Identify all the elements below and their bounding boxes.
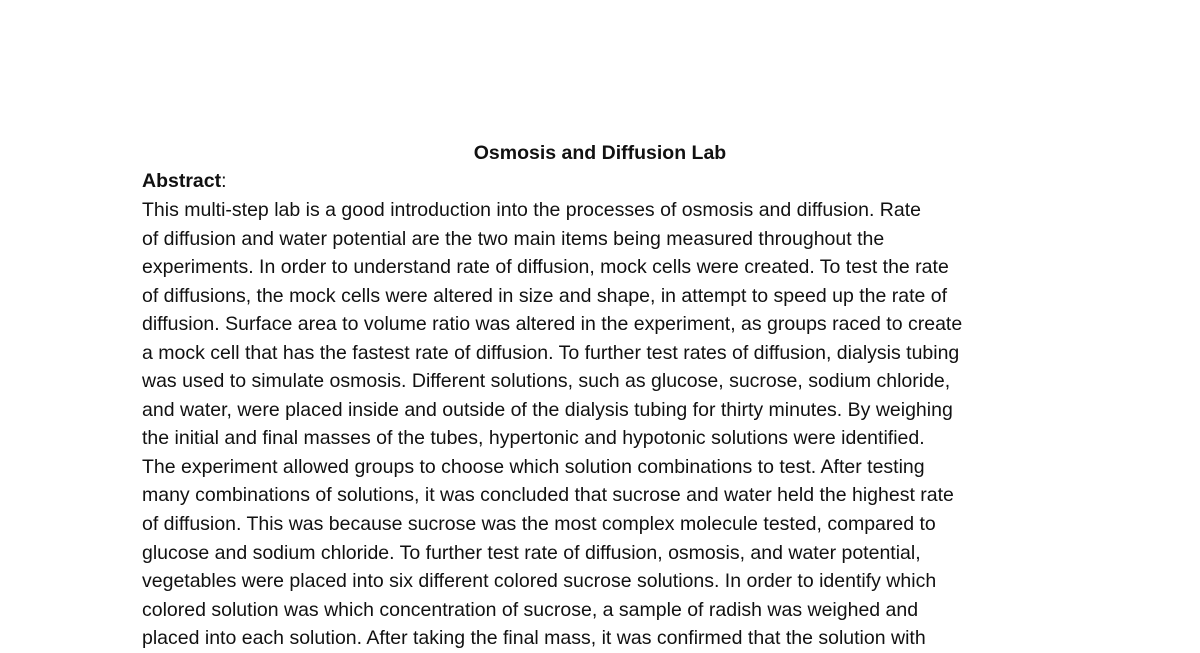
- abstract-colon: :: [221, 170, 227, 192]
- abstract-line: glucose and sodium chloride. To further test rate of diffusion, osmosis, and water potential,: [142, 541, 921, 564]
- abstract-line: placed into each solution. After taking the final mass, it was confirmed that the solution with: [142, 627, 926, 650]
- abstract-line: a mock cell that has the fastest rate of diffusion. To further test rates of diffusion, dialysis tubing: [142, 341, 960, 364]
- abstract-body: [142, 196, 1082, 653]
- abstract-line: This multi-step lab is a good introduction into the processes of osmosis and diffusion. Rate: [142, 199, 921, 221]
- abstract-line: and water, were placed inside and outside of the dialysis tubing for thirty minutes. By weighing: [142, 398, 953, 421]
- abstract-line: of diffusion. This was because sucrose was the most complex molecule tested, compared to: [142, 513, 936, 536]
- abstract-line: of diffusions, the mock cells were altered in size and shape, in attempt to speed up the rate of: [142, 284, 948, 307]
- abstract-heading: [142, 167, 227, 195]
- abstract-line: was used to simulate osmosis. Different solutions, such as glucose, sucrose, sodium chloride,: [142, 370, 951, 393]
- abstract-line: experiments. In order to understand rate of diffusion, mock cells were created. To test the rate: [142, 256, 949, 279]
- abstract-line: many combinations of solutions, it was concluded that sucrose and water held the highest rate: [142, 484, 954, 507]
- document-title: Osmosis and Diffusion Lab: [473, 142, 727, 164]
- abstract-line: colored solution was which concentration of sucrose, a sample of radish was weighed and: [142, 598, 919, 621]
- abstract-label: Abstract: [142, 170, 222, 192]
- abstract-line: the initial and final masses of the tubes, hypertonic and hypotonic solutions were identified.: [142, 427, 925, 450]
- abstract-line: vegetables were placed into six different colored sucrose solutions. In order to identify which: [142, 570, 937, 593]
- abstract-line: diffusion. Surface area to volume ratio was altered in the experiment, as groups raced to create: [142, 313, 963, 336]
- abstract-line: of diffusion and water potential are the two main items being measured throughout the: [142, 227, 885, 250]
- abstract-line: The experiment allowed groups to choose which solution combinations to test. After testing: [142, 455, 925, 478]
